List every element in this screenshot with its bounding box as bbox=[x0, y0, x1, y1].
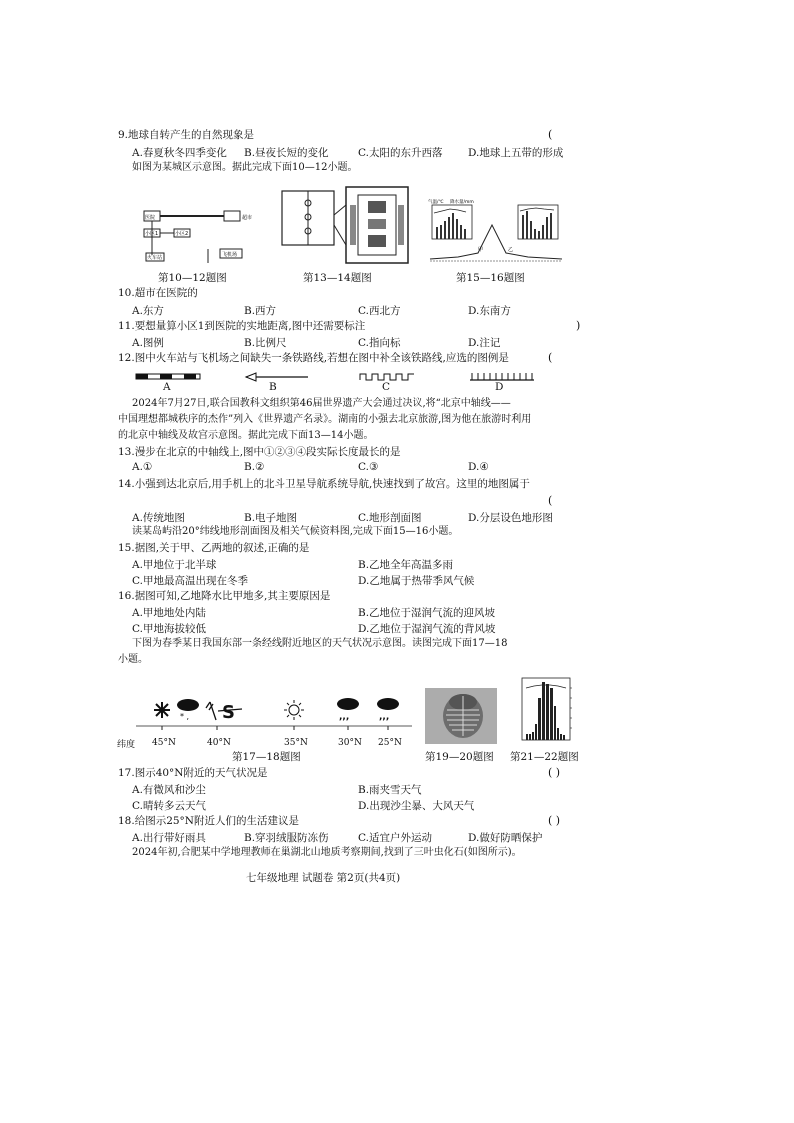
rain-icon-25n bbox=[377, 698, 399, 722]
q16-option-c: C.甲地海拔较低 bbox=[132, 623, 206, 635]
intro-17-18-line2: 小题。 bbox=[118, 654, 148, 665]
intro-10-12: 如图为某城区示意图。据此完成下面10—12小题。 bbox=[132, 162, 358, 173]
q12-stem: 12.图中火车站与飞机场之间缺失一条铁路线,若想在图中补全该铁路线,应选的图例是 bbox=[118, 352, 509, 364]
q12-paren: ( bbox=[548, 351, 553, 364]
railway-legend-options bbox=[134, 368, 574, 380]
q17-option-d: D.出现沙尘暴、大风天气 bbox=[358, 800, 475, 812]
caption-17-18: 第17—18题图 bbox=[232, 751, 301, 763]
legend-d-symbol bbox=[470, 373, 534, 380]
q12-option-b: B bbox=[269, 381, 277, 393]
q9-paren: ( bbox=[548, 128, 553, 141]
q17-option-a: A.有微风和沙尘 bbox=[132, 784, 206, 796]
caption-10-12: 第10—12题图 bbox=[158, 272, 227, 284]
q13-option-c: C.③ bbox=[358, 461, 379, 473]
q15-option-a: A.甲地位于北半球 bbox=[132, 559, 217, 571]
q15-stem: 15.据图,关于甲、乙两地的叙述,正确的是 bbox=[118, 542, 310, 554]
q10-option-d: D.东南方 bbox=[468, 305, 511, 317]
q13-stem: 13.漫步在北京的中轴线上,图中①②③④段实际长度最长的是 bbox=[118, 446, 401, 458]
climate-chart-21-22 bbox=[514, 668, 584, 748]
trilobite-fossil-image bbox=[425, 688, 497, 744]
q9-option-a: A.春夏秋冬四季变化 bbox=[132, 147, 227, 159]
q14-stem: 14.小强到达北京后,用手机上的北斗卫星导航系统导航,快速找到了故宫。这里的地图属于 bbox=[118, 478, 530, 490]
intro-13-14-line3: 的北京中轴线及故宫示意图。据此完成下面13—14小题。 bbox=[118, 430, 374, 441]
q13-option-a: A.① bbox=[132, 461, 153, 473]
lat-40: 40°N bbox=[207, 738, 231, 748]
yi-label: 乙 bbox=[508, 247, 514, 253]
sandstorm-wind-icon bbox=[206, 702, 242, 723]
q14-option-c: C.地形剖面图 bbox=[358, 512, 422, 524]
q9-option-c: C.太阳的东升西落 bbox=[358, 147, 443, 159]
latitude-label: 纬度 bbox=[117, 740, 136, 750]
jia-label: 甲 bbox=[478, 247, 484, 253]
airport-label: 飞机场 bbox=[222, 252, 238, 258]
q18-option-d: D.做好防晒保护 bbox=[468, 832, 543, 844]
q14-option-b: B.电子地图 bbox=[244, 512, 298, 524]
caption-21-22: 第21—22题图 bbox=[510, 751, 579, 763]
legend-a-symbol bbox=[136, 374, 200, 379]
q12-option-c: C bbox=[382, 381, 391, 393]
intro-17-18-line1: 下图为春季某日我国东部一条经线附近地区的天气状况示意图。读图完成下面17—18 bbox=[132, 638, 508, 649]
caption-19-20: 第19—20题图 bbox=[425, 751, 494, 763]
svg-text:,,,: ,,, bbox=[379, 712, 390, 722]
page-footer: 七年级地理 试题卷 第2页(共4页) bbox=[246, 872, 401, 884]
lat-30: 30°N bbox=[338, 738, 362, 748]
q10-option-c: C.西北方 bbox=[358, 305, 401, 317]
q13-option-d: D.④ bbox=[468, 461, 489, 473]
intro-15-16: 读某岛屿沿20°纬线地形剖面图及相关气候资料图,完成下面15—16小题。 bbox=[132, 526, 459, 537]
lat-35: 35°N bbox=[284, 738, 308, 748]
q11-option-c: C.指向标 bbox=[358, 337, 401, 349]
intro-13-14-line2: 中国理想都城秩序的杰作”列入《世界遗产名录》。湖南的小强去北京旅游,图为他在旅游时利用 bbox=[118, 414, 532, 425]
q18-option-a: A.出行带好雨具 bbox=[132, 832, 206, 844]
legend-c-symbol bbox=[360, 374, 414, 380]
rain-icon-30n bbox=[337, 698, 359, 722]
city-map-figure bbox=[138, 205, 262, 267]
hospital-label: 医院 bbox=[145, 215, 156, 221]
q16-option-b: B.乙地位于湿润气流的迎风坡 bbox=[358, 607, 496, 619]
svg-text:S: S bbox=[222, 702, 235, 723]
q18-option-c: C.适宜户外运动 bbox=[358, 832, 432, 844]
q15-option-b: B.乙地全年高温多雨 bbox=[358, 559, 454, 571]
q12-option-d: D bbox=[495, 381, 504, 393]
q14-paren: ( bbox=[548, 494, 553, 507]
caption-15-16: 第15—16题图 bbox=[456, 272, 525, 284]
xq1-label: 小区1 bbox=[145, 231, 159, 237]
q18-paren: ( ) bbox=[548, 814, 561, 827]
lat-25: 25°N bbox=[378, 738, 402, 748]
xq2-label: 小区2 bbox=[175, 231, 189, 237]
q9-stem: 9.地球自转产生的自然现象是 bbox=[118, 129, 255, 141]
sun-icon bbox=[284, 700, 304, 720]
legend-b-symbol bbox=[246, 373, 308, 381]
q10-option-b: B.西方 bbox=[244, 305, 277, 317]
q15-option-d: D.乙地属于热带季风气候 bbox=[358, 575, 475, 587]
q11-option-b: B.比例尺 bbox=[244, 337, 287, 349]
q14-option-d: D.分层设色地形图 bbox=[468, 512, 553, 524]
q17-paren: ( ) bbox=[548, 766, 561, 779]
intro-13-14-line1: 2024年7月27日,联合国教科文组织第46届世界遗产大会通过决议,将“北京中轴线—— bbox=[132, 398, 511, 409]
q11-option-a: A.图例 bbox=[132, 337, 164, 349]
q16-stem: 16.据图可知,乙地降水比甲地多,其主要原因是 bbox=[118, 590, 331, 602]
sand-icon bbox=[154, 702, 170, 718]
q17-option-b: B.雨夹雪天气 bbox=[358, 784, 422, 796]
jia-rain-axis-label: 降水量/mm bbox=[450, 200, 474, 205]
q12-option-a: A bbox=[163, 381, 171, 393]
q17-option-c: C.晴转多云天气 bbox=[132, 800, 206, 812]
q9-option-b: B.昼夜长短的变化 bbox=[244, 147, 329, 159]
jia-temp-axis-label: 气温/℃ bbox=[428, 200, 444, 205]
profile-climate-figure bbox=[428, 195, 564, 267]
q18-option-b: B.穿羽绒服防冻伤 bbox=[244, 832, 329, 844]
intro-19: 2024年初,合肥某中学地理教师在巢湖北山地质考察期间,找到了三叶虫化石(如图所示)。 bbox=[132, 847, 522, 858]
q16-option-d: D.乙地位于湿润气流的背风坡 bbox=[358, 623, 496, 635]
q16-option-a: A.甲地地处内陆 bbox=[132, 607, 206, 619]
q9-option-d: D.地球上五带的形成 bbox=[468, 147, 564, 159]
market-label: 超市 bbox=[242, 215, 253, 221]
beijing-axis-map bbox=[280, 185, 412, 267]
svg-text:* ,: * , bbox=[180, 712, 190, 721]
lat-45: 45°N bbox=[152, 738, 176, 748]
q15-option-c: C.甲地最高温出现在冬季 bbox=[132, 575, 248, 587]
q13-option-b: B.② bbox=[244, 461, 265, 473]
svg-text:,,,: ,,, bbox=[339, 712, 350, 722]
q14-option-a: A.传统地图 bbox=[132, 512, 185, 524]
train-station-label: 火车站 bbox=[147, 255, 163, 261]
q18-stem: 18.给图示25°N附近人们的生活建议是 bbox=[118, 815, 299, 827]
caption-13-14: 第13—14题图 bbox=[303, 272, 372, 284]
sleet-icon bbox=[177, 699, 199, 721]
q11-option-d: D.注记 bbox=[468, 337, 501, 349]
q11-paren: ) bbox=[576, 319, 581, 332]
q10-stem: 10.超市在医院的 bbox=[118, 287, 198, 299]
q10-option-a: A.东方 bbox=[132, 305, 164, 317]
q17-stem: 17.图示40°N附近的天气状况是 bbox=[118, 767, 268, 779]
q11-stem: 11.要想量算小区1到医院的实地距离,图中还需要标注 bbox=[118, 320, 366, 332]
